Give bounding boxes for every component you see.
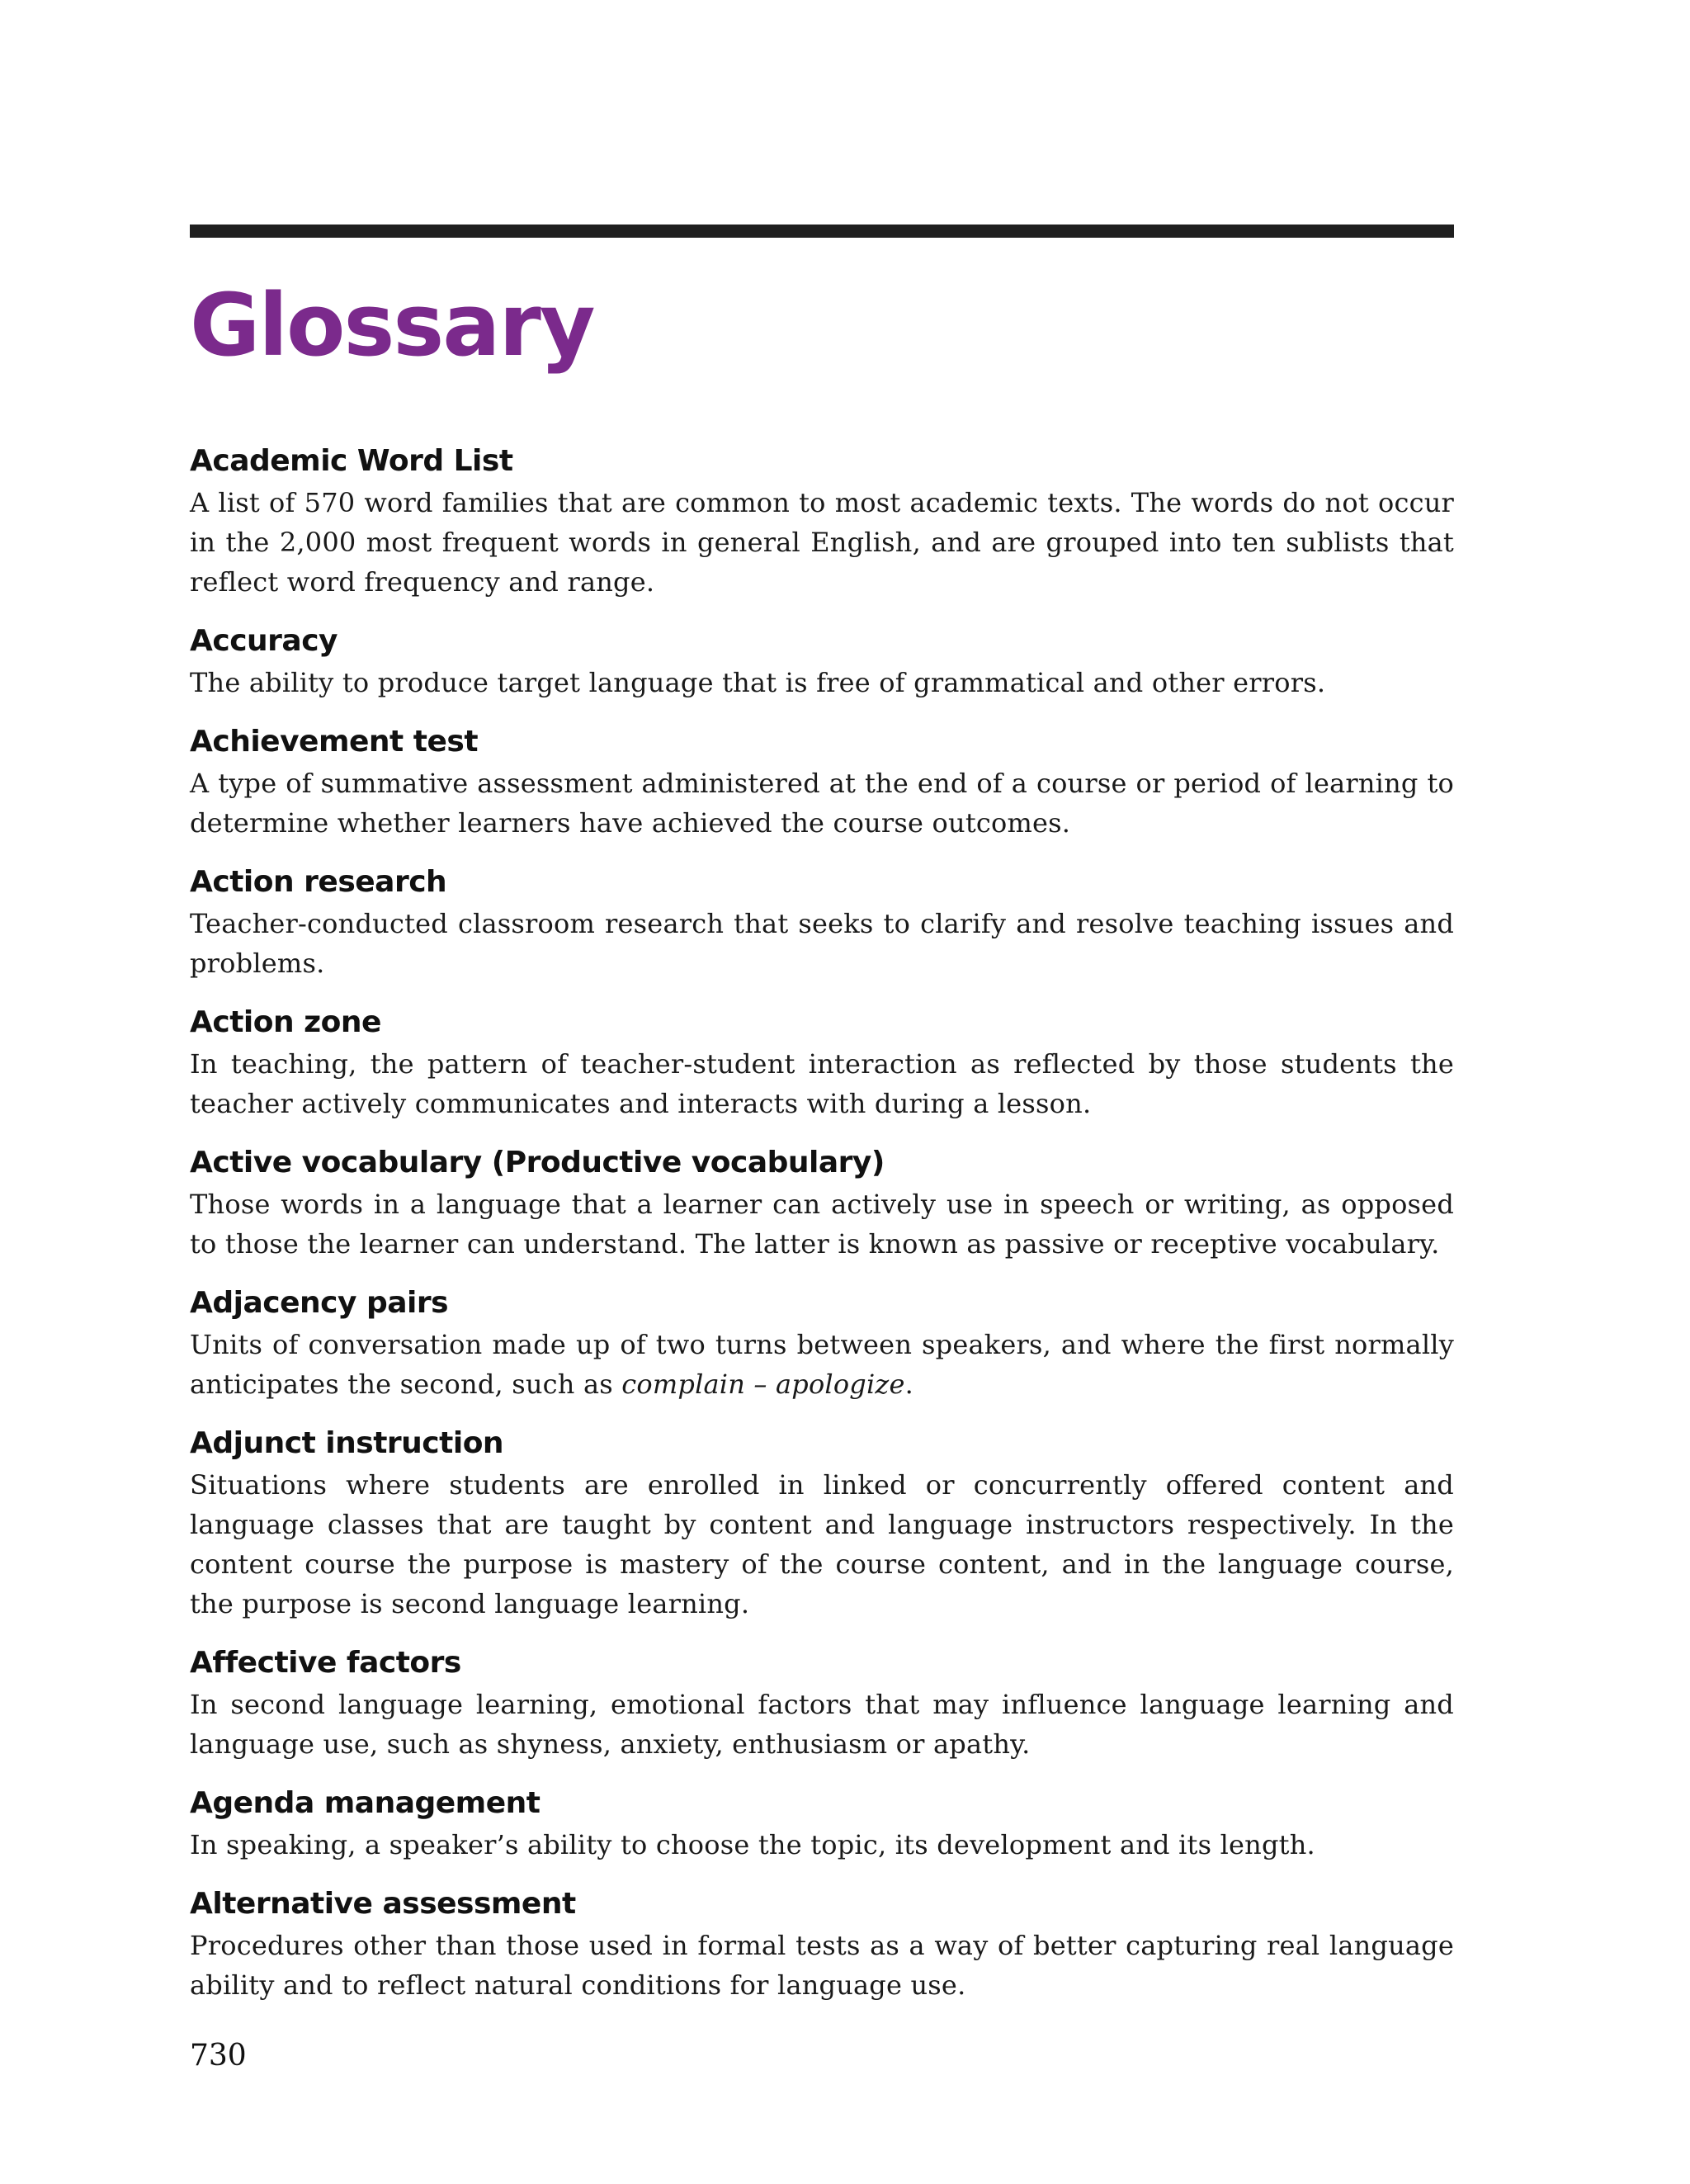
glossary-entry <box>190 1001 1454 1123</box>
entry-definition: A list of 570 word families that are common to most academic texts. The words do not occur in the 2,000 most frequent words in general English, and are grouped into ten sublists that reflect word frequency and range. <box>190 486 1454 598</box>
page-number: 730 <box>190 2039 247 2073</box>
glossary-entry <box>190 1642 1454 1764</box>
glossary-entry <box>190 620 1454 702</box>
header-rule <box>190 225 1454 238</box>
glossary-entry <box>190 1883 1454 2005</box>
entry-definition: A type of summative assessment administered at the end of a course or period of learning to determine whether learners have achieved the course outcomes. <box>190 767 1454 839</box>
entry-definition: In second language learning, emotional factors that may influence language learning and language use, such as shyness, anxiety, enthusiasm or apathy. <box>190 1688 1454 1760</box>
glossary-page <box>190 225 1454 2023</box>
glossary-entry <box>190 721 1454 843</box>
entry-term: Agenda management <box>190 1785 541 1820</box>
entry-term: Affective factors <box>190 1645 461 1680</box>
entry-term: Academic Word List <box>190 443 513 478</box>
entry-definition: Procedures other than those used in formal tests as a way of better capturing real language ability and to reflect natural conditions for language use. <box>190 1929 1454 2001</box>
glossary-entry <box>190 861 1454 983</box>
entry-term: Active vocabulary (Productive vocabulary) <box>190 1145 885 1179</box>
glossary-entries <box>190 440 1454 2005</box>
glossary-entry <box>190 1282 1454 1404</box>
entry-definition: Those words in a language that a learner can actively use in speech or writing, as opposed to those the learner can understand. The latter is known as passive or receptive vocabulary. <box>190 1188 1454 1260</box>
entry-term: Action research <box>190 864 447 899</box>
entry-definition: Situations where students are enrolled in linked or concurrently offered content and language classes that are taught by content and language instructors respectively. In the content course the purpose is mastery of the course content, and in the language course, the purpose is second language learning. <box>190 1468 1454 1619</box>
glossary-entry <box>190 1782 1454 1865</box>
definition-text: Units of conversation made up of two turns between speakers, and where the first normally anticipates the second, such as <box>190 1328 1454 1400</box>
entry-term: Alternative assessment <box>190 1886 576 1921</box>
entry-term: Adjunct instruction <box>190 1425 504 1460</box>
entry-term: Adjacency pairs <box>190 1285 449 1320</box>
page-title: Glossary <box>190 275 594 376</box>
entry-definition <box>190 1325 1454 1404</box>
entry-term: Action zone <box>190 1005 381 1039</box>
entry-definition: In teaching, the pattern of teacher-student interaction as reflected by those students the teacher actively communicates and interacts with during a lesson. <box>190 1047 1454 1119</box>
entry-definition: In speaking, a speaker’s ability to choose the topic, its development and its length. <box>190 1828 1315 1860</box>
definition-text: . <box>904 1368 913 1400</box>
entry-definition: The ability to produce target language that is free of grammatical and other errors. <box>190 666 1326 698</box>
glossary-entry <box>190 1142 1454 1264</box>
entry-definition: Teacher-conducted classroom research that seeks to clarify and resolve teaching issues and problems. <box>190 907 1454 979</box>
definition-example: complain – apologize <box>621 1368 905 1400</box>
glossary-entry <box>190 440 1454 602</box>
entry-term: Achievement test <box>190 724 479 759</box>
glossary-entry <box>190 1422 1454 1624</box>
entry-term: Accuracy <box>190 623 338 658</box>
